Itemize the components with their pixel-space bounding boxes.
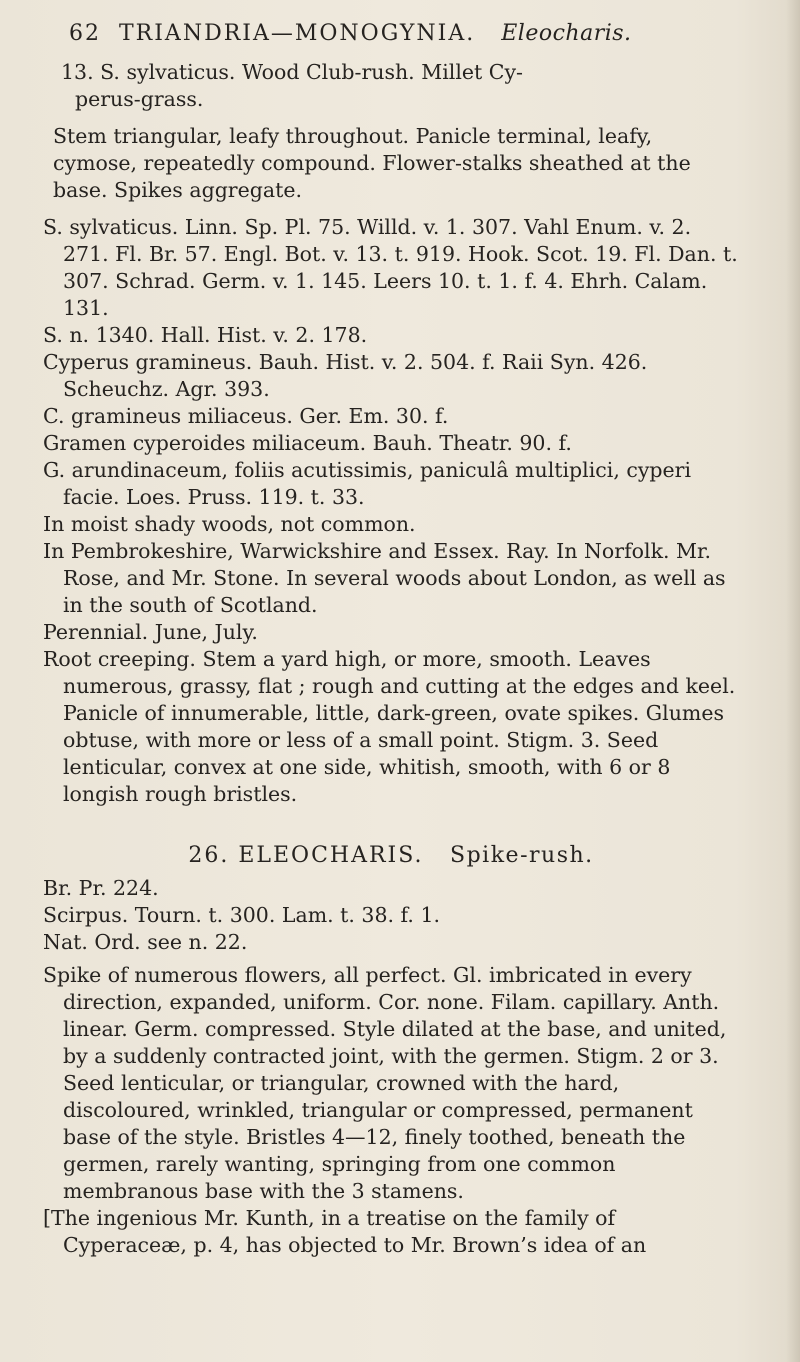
genus-note: [The ingenious Mr. Kunth, in a treatise on the family of Cyperaceæ, p. 4, has objected to Mr. Brown’s idea of an: [43, 1206, 647, 1257]
species-heading-line-1: 13. S. sylvaticus. Wood Club-rush. Millet Cy-: [61, 60, 523, 84]
running-header: [41, 20, 741, 47]
duration-text: Perennial. June, July.: [43, 620, 258, 644]
species-diagnosis: Stem triangular, leafy throughout. Panicle terminal, leafy, cymose, repeatedly compound. Flower-stalks sheathed at the base. Spikes aggregate.: [53, 124, 691, 202]
synonym-line: S. n. 1340. Hall. Hist. v. 2. 178.: [43, 323, 368, 347]
species-heading: [41, 59, 741, 113]
synonym-line: Gramen cyperoides miliaceum. Bauh. Theatr. 90. f.: [43, 431, 572, 455]
localities-text: In Pembrokeshire, Warwickshire and Essex. Ray. In Norfolk. Mr. Rose, and Mr. Stone. In several woods about London, as well as in the south of Scotland.: [43, 539, 726, 617]
synonym-line: G. arundinaceum, foliis acutissimis, paniculâ multiplici, cyperi facie. Loes. Pruss. 119. t. 33.: [43, 458, 692, 509]
synonym-line: C. gramineus miliaceus. Ger. Em. 30. f.: [43, 404, 449, 428]
genus-reference: Scirpus. Tourn. t. 300. Lam. t. 38. f. 1.: [43, 903, 440, 927]
genus-common-name: Spike-rush.: [450, 843, 594, 868]
page-number: 62: [69, 21, 101, 46]
synonymy-list: [41, 214, 741, 511]
page-content: [41, 20, 741, 1259]
running-genus: Eleocharis.: [501, 21, 632, 46]
genus-heading: [41, 842, 741, 869]
species-heading-line-2: perus-grass.: [75, 87, 204, 111]
description-text: Root creeping. Stem a yard high, or more, smooth. Leaves numerous, grassy, flat ; rough and cutting at the edges and keel. Panicle of innumerable, little, dark-green, ovate spikes. Glumes obtuse, with more or less of a small point. Stigm. 3. Seed lenticular, convex at one side, whitish, smooth, with 6 or 8 longish rough bristles.: [43, 647, 736, 806]
genus-reference: Br. Pr. 224.: [43, 876, 159, 900]
page-edge-shadow: [786, 0, 800, 1362]
natural-order: Nat. Ord. see n. 22.: [43, 930, 248, 954]
genus-name: 26. ELEOCHARIS.: [188, 843, 424, 868]
genus-character: Spike of numerous flowers, all perfect. Gl. imbricated in every direction, expanded, uniform. Cor. none. Filam. capillary. Anth. linear. Germ. compressed. Style dilated at the base, and united, by a suddenly contracted joint, with the germen. Stigm. 2 or 3. Seed lenticular, or triangular, crowned with the hard, discoloured, wrinkled, triangular or compressed, permanent base of the style. Bristles 4—12, finely toothed, beneath the germen, rarely wanting, springing from one common membranous base with the 3 stamens.: [43, 963, 727, 1203]
habitat-text: In moist shady woods, not common.: [43, 512, 416, 536]
synonym-line: Cyperus gramineus. Bauh. Hist. v. 2. 504. f. Raii Syn. 426. Scheuchz. Agr. 393.: [43, 350, 648, 401]
synonym-line: S. sylvaticus. Linn. Sp. Pl. 75. Willd. v. 1. 307. Vahl Enum. v. 2. 271. Fl. Br. 57. Engl. Bot. v. 13. t. 919. Hook. Scot. 19. Fl. Dan. t. 307. Schrad. Germ. v. 1. 145. Leers 10. t. 1. f. 4. Ehrh. Calam. 131.: [43, 215, 738, 320]
running-title: TRIANDRIA—MONOGYNIA.: [119, 21, 476, 46]
